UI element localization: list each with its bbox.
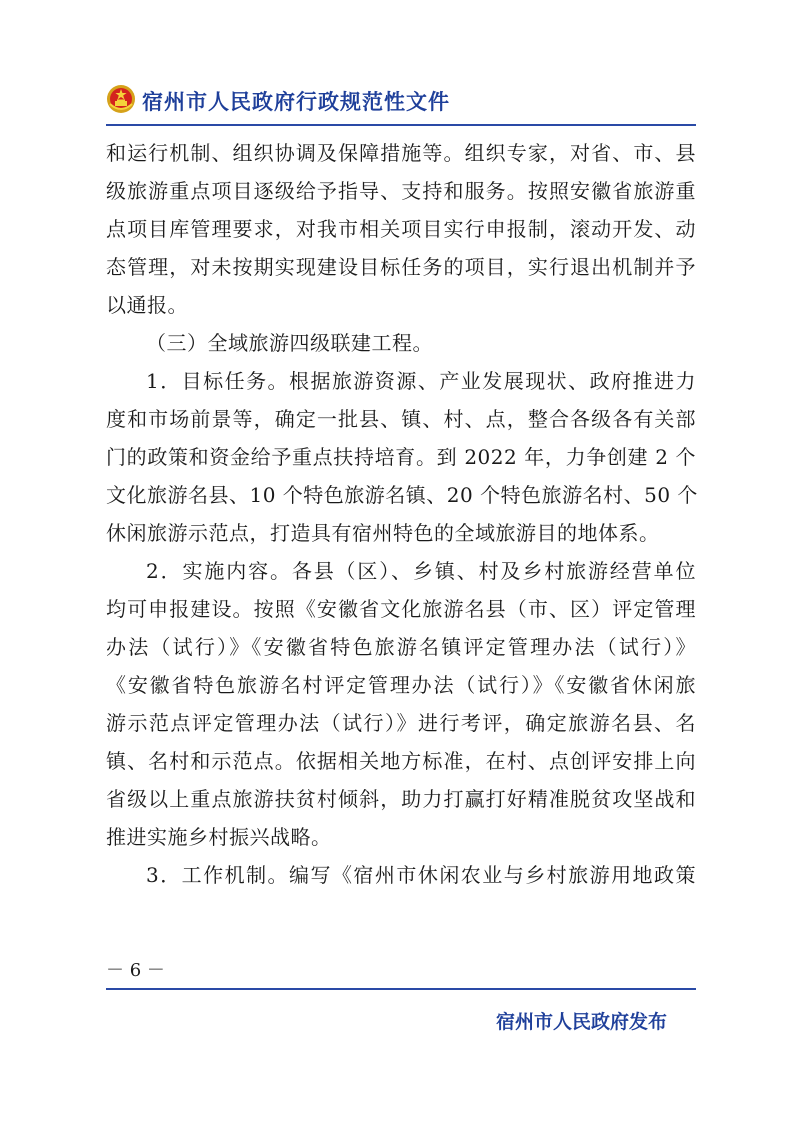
- text-line: （三）全域旅游四级联建工程。: [146, 331, 433, 355]
- page-number: － 6 －: [106, 960, 165, 981]
- text-line: 休闲旅游示范点，打造具有宿州特色的全域旅游目的地体系。: [106, 521, 660, 545]
- document-header: [106, 84, 696, 124]
- document-body: [106, 134, 696, 894]
- text-line: 文化旅游名县、10 个特色旅游名镇、20 个特色旅游名村、50 个: [106, 483, 698, 507]
- text-line: 门的政策和资金给予重点扶持培育。到 2022 年，力争创建 2 个: [106, 445, 696, 469]
- text-line: 省级以上重点旅游扶贫村倾斜，助力打赢打好精准脱贫攻坚战和: [106, 787, 696, 811]
- text-line: 游示范点评定管理办法（试行）》进行考评，确定旅游名县、名: [106, 711, 696, 735]
- text-line: 2．实施内容。各县（区）、乡镇、村及乡村旅游经营单位: [146, 559, 696, 583]
- header-divider: [106, 124, 696, 126]
- text-line: 点项目库管理要求，对我市相关项目实行申报制，滚动开发、动: [106, 217, 696, 241]
- text-line: 以通报。: [106, 293, 188, 317]
- national-emblem-icon: [106, 84, 136, 114]
- text-line: 级旅游重点项目逐级给予指导、支持和服务。按照安徽省旅游重: [106, 179, 696, 203]
- text-line: 镇、名村和示范点。依据相关地方标准，在村、点创评安排上向: [106, 749, 696, 773]
- text-line: 1．目标任务。根据旅游资源、产业发展现状、政府推进力: [146, 369, 696, 393]
- text-line: 推进实施乡村振兴战略。: [106, 825, 332, 849]
- text-line: 和运行机制、组织协调及保障措施等。组织专家，对省、市、县: [106, 141, 696, 165]
- text-line: 均可申报建设。按照《安徽省文化旅游名县（市、区）评定管理: [106, 597, 696, 621]
- text-line: 办法（试行）》《安徽省特色旅游名镇评定管理办法（试行）》: [106, 635, 696, 659]
- text-line: 3．工作机制。编写《宿州市休闲农业与乡村旅游用地政策: [146, 863, 696, 887]
- footer-divider: [106, 988, 696, 990]
- text-line: 度和市场前景等，确定一批县、镇、村、点，整合各级各有关部: [106, 407, 696, 431]
- header-title: 宿州市人民政府行政规范性文件: [142, 90, 450, 114]
- text-line: 态管理，对未按期实现建设目标任务的项目，实行退出机制并予: [106, 255, 696, 279]
- footer-publisher: 宿州市人民政府发布: [495, 1011, 667, 1033]
- text-line: 《安徽省特色旅游名村评定管理办法（试行）》《安徽省休闲旅: [106, 673, 696, 697]
